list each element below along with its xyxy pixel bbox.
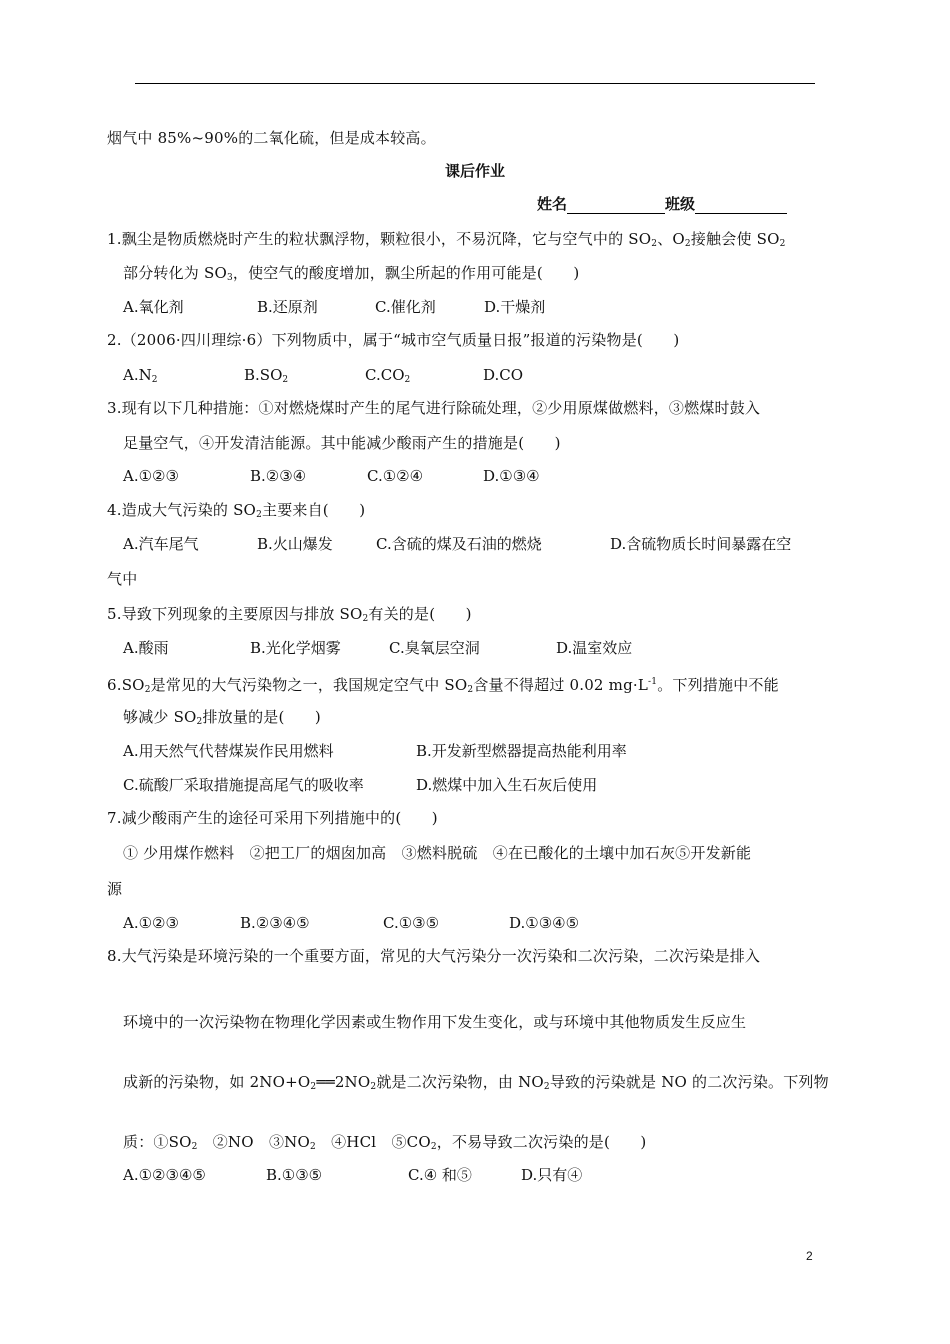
section-title: 课后作业: [444, 162, 505, 180]
q4-option-a: A.汽车尾气: [123, 535, 199, 553]
q7-option-d: D.①③④⑤: [509, 914, 580, 932]
header-rule: [135, 83, 815, 84]
name-blank[interactable]: [567, 197, 665, 214]
q5-option-b: B.光化学烟雾: [250, 639, 341, 657]
q6-option-c: C.硫酸厂采取措施提高尾气的吸收率: [123, 776, 364, 794]
q6-line1: $6.SO_2$是常见的大气污染物之一，我国规定空气中 $SO_2$含量不得超过 0.02 $mg\cdot L^{-1}$。下列措施中不能: [107, 676, 779, 695]
q3-option-d: D.①③④: [483, 467, 540, 485]
q8-option-d: D.只有④: [521, 1166, 583, 1184]
q4-option-d-tail: 气中: [107, 570, 138, 588]
q4-option-d: D.含硫物质长时间暴露在空: [610, 535, 792, 553]
q8-option-b: B.①③⑤: [266, 1166, 323, 1184]
q8-line1: 8.大气污染是环境污染的一个重要方面，常见的大气污染分一次污染和二次污染，二次污染是排入: [107, 947, 761, 965]
q7-line1: 7.减少酸雨产生的途径可采用下列措施中的( ): [107, 809, 438, 827]
q4-option-c: C.含硫的煤及石油的燃烧: [376, 535, 542, 553]
q7-option-b: B.②③④⑤: [240, 914, 310, 932]
q1-line1: 1.飘尘是物质燃烧时产生的粒状飘浮物，颗粒很小，不易沉降，它与空气中的 $SO_2$、$O_2$接触会使 $SO_2$: [107, 230, 786, 249]
name-label: 姓名: [537, 195, 568, 213]
q1-option-c: C.催化剂: [375, 298, 436, 316]
q3-line1: 3.现有以下几种措施：①对燃烧煤时产生的尾气进行除硫处理，②少用原煤做燃料，③燃煤时鼓入: [107, 399, 761, 417]
q2-option-c: $C.CO_2$: [365, 366, 411, 385]
intro-text: 烟气中 85%~90%的二氧化硫，但是成本较高。: [107, 129, 436, 147]
q3-option-a: A.①②③: [123, 467, 179, 485]
q8-line3: 成新的污染物，如 $2NO+O_2══2NO_2$就是二次污染物，由 $NO_2$导致的污染就是 NO 的二次污染。下列物: [123, 1073, 829, 1092]
q6-option-b: B.开发新型燃器提高热能利用率: [416, 742, 627, 760]
q7-line3: 源: [107, 880, 123, 898]
q1-option-b: B.还原剂: [257, 298, 318, 316]
q5-line1: 5.导致下列现象的主要原因与排放 $SO_2$有关的是( ): [107, 605, 472, 624]
q2-option-a: $A.N_2$: [123, 366, 158, 385]
q5-option-a: A.酸雨: [123, 639, 169, 657]
q6-line2: 够减少 $SO_2$排放量的是( ): [123, 708, 321, 727]
q1-option-a: A.氧化剂: [123, 298, 184, 316]
q3-option-b: B.②③④: [250, 467, 307, 485]
name-class-row: [537, 193, 787, 214]
q4-option-b: B.火山爆发: [257, 535, 333, 553]
class-blank[interactable]: [695, 197, 787, 214]
class-label: 班级: [665, 195, 696, 213]
q4-line1: 4.造成大气污染的 $SO_2$主要来自( ): [107, 501, 366, 520]
page-number: 2: [806, 1249, 813, 1263]
q5-option-d: D.温室效应: [556, 639, 633, 657]
q8-line4: 质：$①SO_2$ ②NO $③NO_2$ ④HCl $⑤CO_2$，不易导致二次污染的是( ): [123, 1133, 647, 1152]
q7-line2: ① 少用煤作燃料 ②把工厂的烟囱加高 ③燃料脱硫 ④在已酸化的土壤中加石灰⑤开发新能: [123, 844, 752, 862]
q1-line2: 部分转化为 $SO_3$，使空气的酸度增加，飘尘所起的作用可能是( ): [123, 264, 580, 283]
q2-option-d: D.CO: [483, 366, 524, 384]
q8-option-a: A.①②③④⑤: [123, 1166, 206, 1184]
q8-line2: 环境中的一次污染物在物理化学因素或生物作用下发生变化，或与环境中其他物质发生反应生: [123, 1013, 747, 1031]
q6-option-d: D.燃煤中加入生石灰后使用: [416, 776, 598, 794]
q3-option-c: C.①②④: [367, 467, 424, 485]
q6-option-a: A.用天然气代替煤炭作民用燃料: [123, 742, 334, 760]
q2-option-b: $B.SO_2$: [244, 366, 289, 385]
q8-option-c: C.④ 和⑤: [408, 1166, 472, 1184]
q5-option-c: C.臭氧层空洞: [389, 639, 480, 657]
q7-option-c: C.①③⑤: [383, 914, 440, 932]
q3-line2: 足量空气，④开发清洁能源。其中能减少酸雨产生的措施是( ): [123, 434, 561, 452]
q2-line1: 2.（2006·四川理综·6）下列物质中，属于“城市空气质量日报”报道的污染物是( ): [107, 331, 680, 349]
q1-option-d: D.干燥剂: [484, 298, 546, 316]
q7-option-a: A.①②③: [123, 914, 179, 932]
